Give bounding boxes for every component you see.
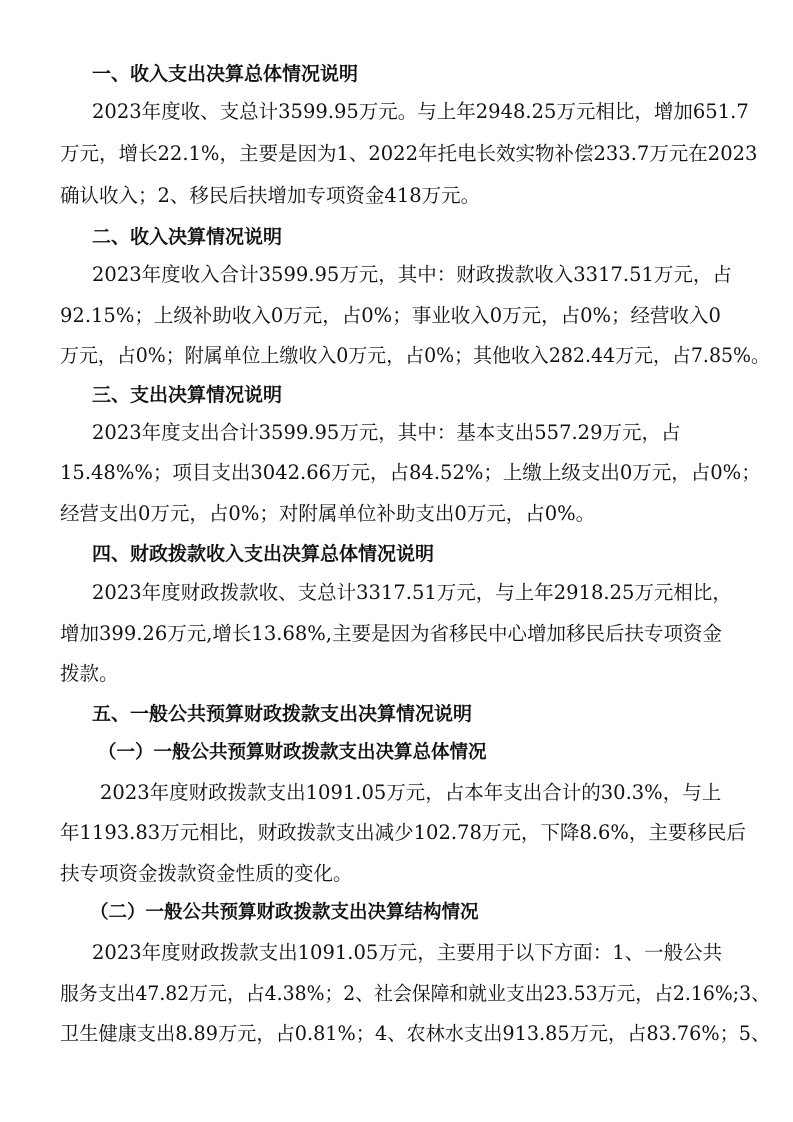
- section-5-sub-2-line-3: 卫生健康支出8.89万元，占0.81%；4、农林水支出913.85万元，占83.76%；5、: [60, 1022, 771, 1045]
- section-1-line-2: 万元，增长22.1%，主要是因为1、2022年托电长效实物补偿233.7万元在2023: [60, 142, 758, 165]
- section-5-sub-2-line-2: 服务支出47.82万元，占4.38%；2、社会保障和就业支出23.53万元，占2.16%;3、: [60, 982, 770, 1005]
- section-2-line-1: 2023年度收入合计3599.95万元，其中：财政拨款收入3317.51万元，占: [92, 263, 732, 286]
- section-2-line-3: 万元，占0%；附属单位上缴收入0万元，占0%；其他收入282.44万元，占7.85%。: [60, 344, 770, 367]
- section-5-heading: 五、一般公共预算财政拨款支出决算情况说明: [92, 703, 473, 725]
- section-4-line-3: 拨款。: [60, 662, 119, 685]
- section-2-line-2: 92.15%；上级补助收入0万元，占0%；事业收入0万元，占0%；经营收入0: [60, 304, 721, 327]
- section-5-sub-1-line-3: 扶专项资金拨款资金性质的变化。: [60, 862, 353, 885]
- section-3-line-1: 2023年度支出合计3599.95万元，其中：基本支出557.29万元，占: [92, 421, 681, 444]
- section-4-line-2: 增加399.26万元,增长13.68%,主要是因为省移民中心增加移民后扶专项资金: [60, 622, 722, 645]
- section-4-heading: 四、财政拨款收入支出决算总体情况说明: [92, 543, 435, 565]
- section-3-line-2: 15.48%%；项目支出3042.66万元，占84.52%；上缴上级支出0万元，占0%；: [60, 461, 761, 484]
- section-1-line-1: 2023年度收、支总计3599.95万元。与上年2948.25万元相比，增加651.7: [92, 100, 749, 123]
- section-5-sub-1-heading: （一）一般公共预算财政拨款支出决算总体情况: [98, 742, 487, 763]
- section-5-sub-1-line-1: 2023年度财政拨款支出1091.05万元，占本年支出合计的30.3%，与上: [100, 781, 722, 804]
- section-4-line-1: 2023年度财政拨款收、支总计3317.51万元，与上年2918.25万元相比，: [92, 581, 732, 604]
- section-1-line-3: 确认收入；2、移民后扶增加专项资金418万元。: [60, 184, 481, 207]
- section-5-sub-2-line-1: 2023年度财政拨款支出1091.05万元，主要用于以下方面：1、一般公共: [92, 941, 723, 964]
- section-5-sub-1-line-2: 年1193.83万元相比，财政拨款支出减少102.78万元，下降8.6%，主要移民后: [60, 821, 746, 844]
- section-1-heading: 一、收入支出决算总体情况说明: [92, 63, 359, 85]
- section-3-line-3: 经营支出0万元，占0%；对附属单位补助支出0万元，占0%。: [60, 502, 596, 525]
- section-3-heading: 三、支出决算情况说明: [92, 384, 283, 406]
- section-2-heading: 二、收入决算情况说明: [92, 226, 283, 248]
- section-5-sub-2-heading: （二）一般公共预算财政拨款支出决算结构情况: [90, 902, 479, 923]
